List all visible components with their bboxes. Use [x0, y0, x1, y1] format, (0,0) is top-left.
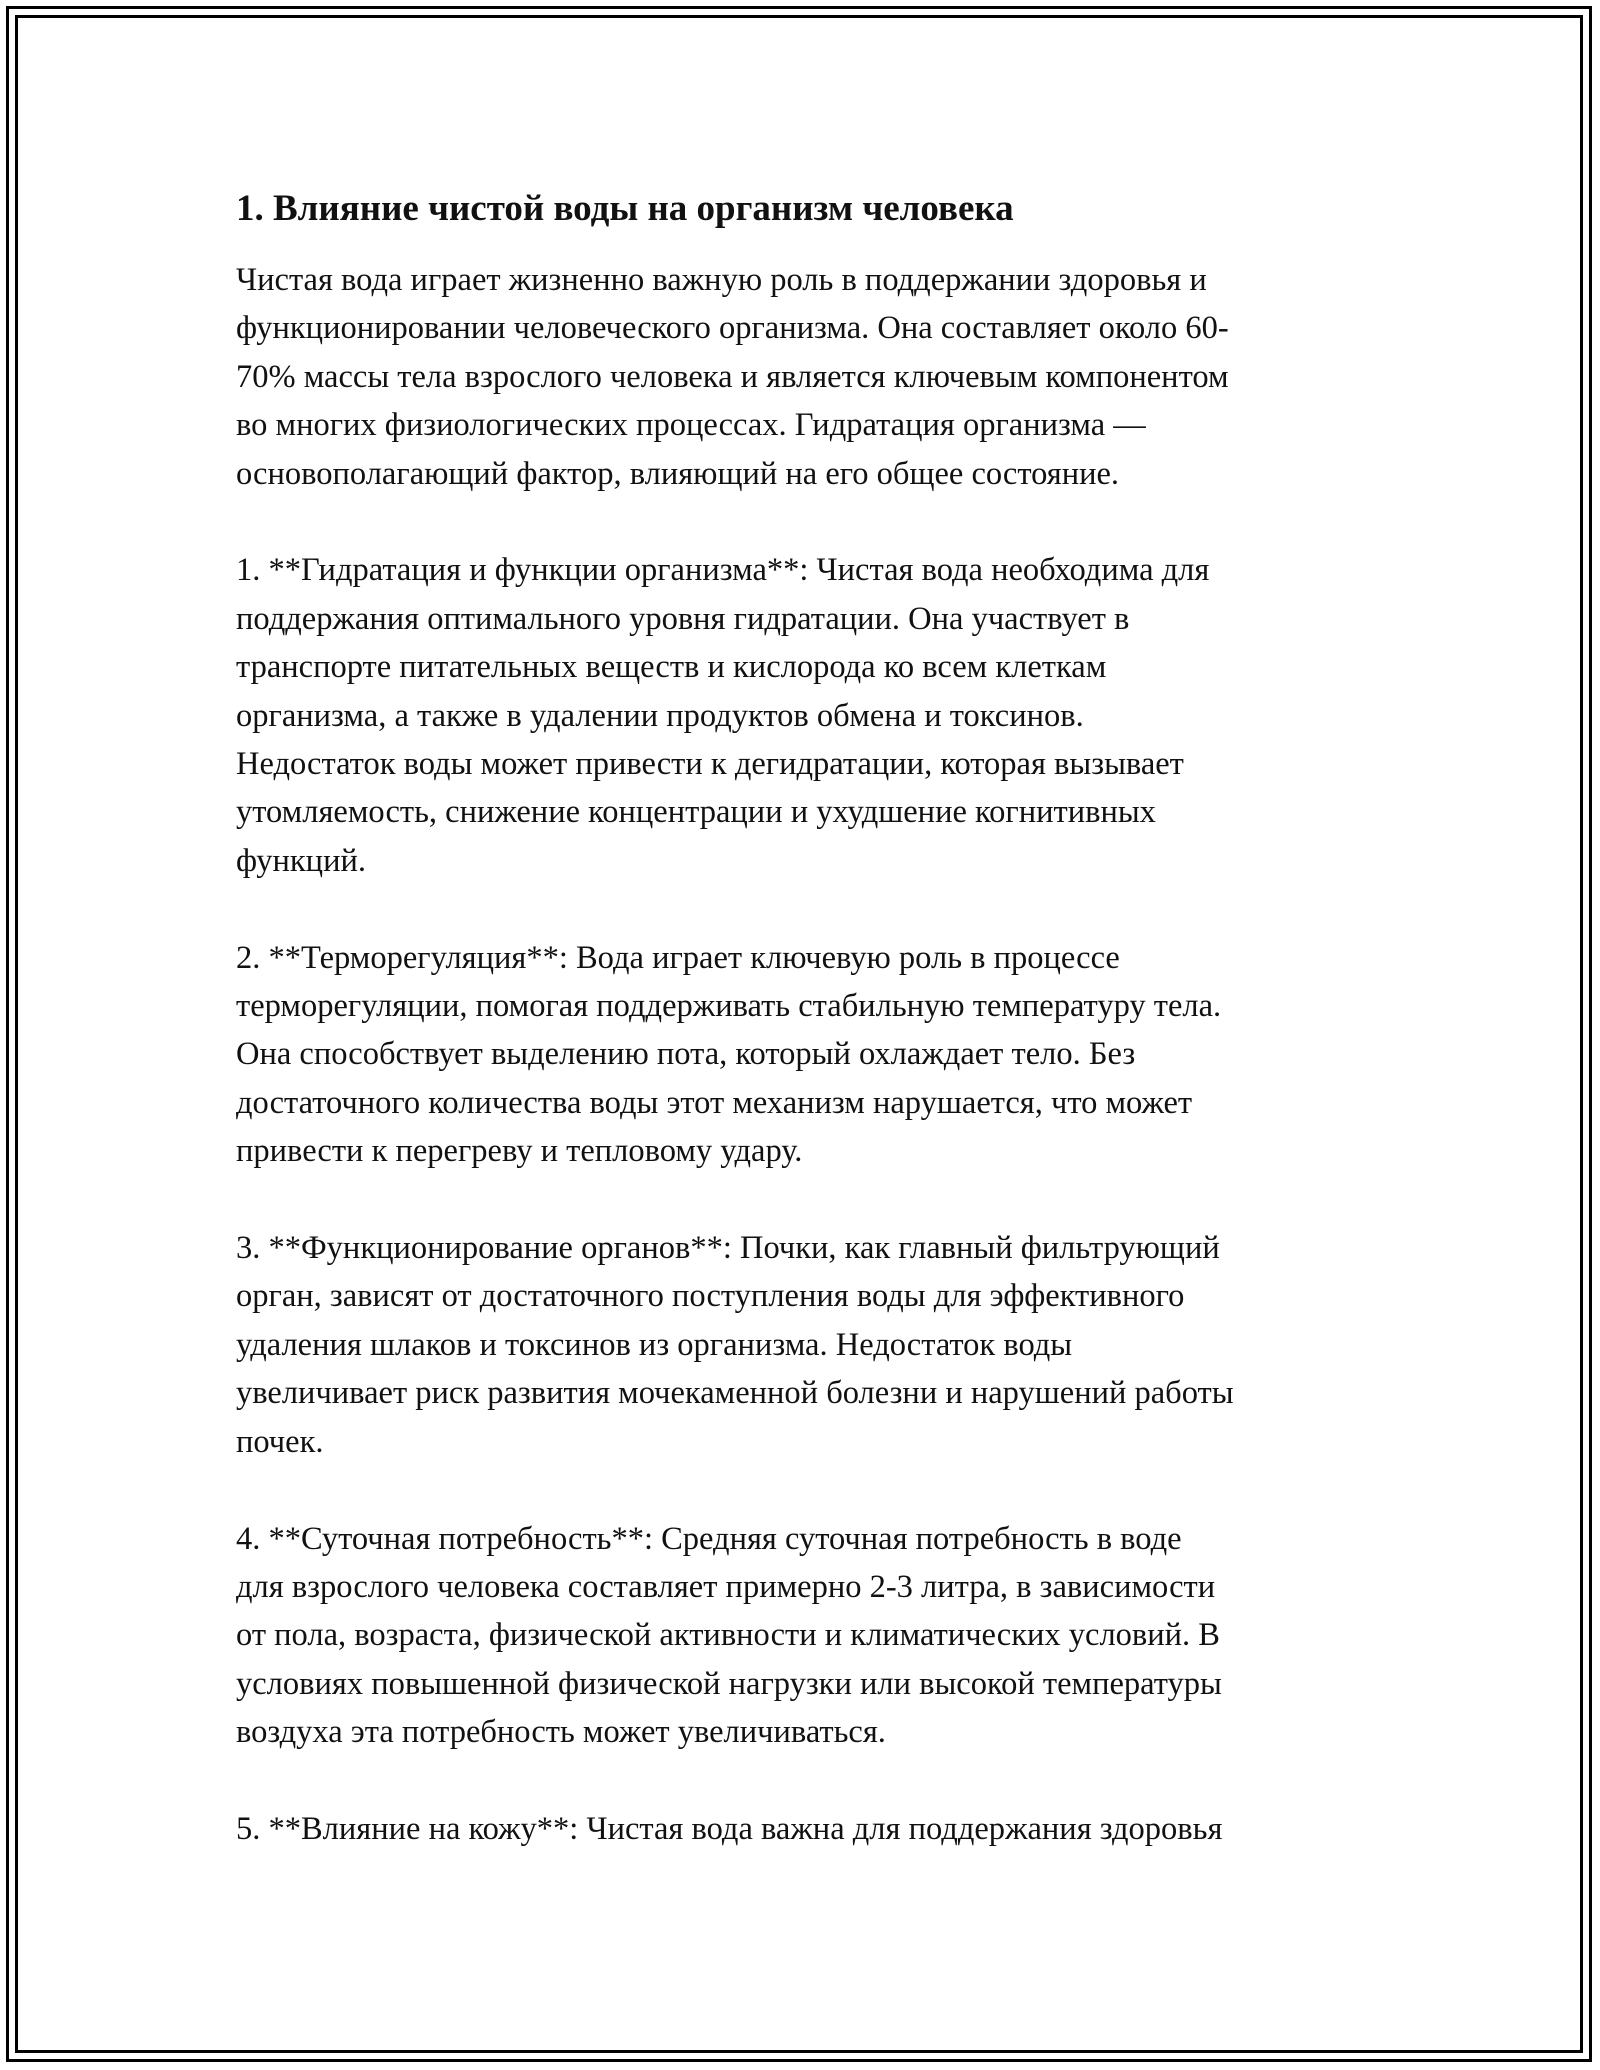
list-item-skin: 5. **Влияние на кожу**: Чистая вода важна для поддержания здоровья [236, 1810, 1223, 1847]
section-heading: 1. Влияние чистой воды на организм человека [236, 188, 1014, 229]
document-page [236, 186, 1376, 1853]
paragraph-gap [236, 1757, 1376, 1805]
paragraph-gap [236, 1176, 1376, 1224]
intro-paragraph: Чистая вода играет жизненно важную роль в поддержании здоровья и функционировании человеческого организма. Она составляет около 60- 70% массы тела взрослого человека и является ключевым компонентом во многих физиологических процессах. Гидратация организма — основополагающий фактор, влияющий на его общее состояние. [236, 262, 1229, 492]
list-item-hydration: 1. **Гидратация и функции организма**: Чистая вода необходима для поддержания оптимального уровня гидратации. Она участвует в транспорте питательных веществ и кислорода ко всем клеткам организма, а также в удалении продуктов обмена и токсинов. Недостаток воды может привести к дегидратации, которая вызывает утомляемость, снижение концентрации и ухудшение когнитивных функций. [236, 552, 1210, 879]
paragraph-gap [236, 498, 1376, 546]
list-item-organs: 3. **Функционирование органов**: Почки, как главный фильтрующий орган, зависят от достаточного поступления воды для эффективного удаления шлаков и токсинов из организма. Недостаток воды увеличивает риск развития мочекаменной болезни и нарушений работы почек. [236, 1230, 1234, 1460]
list-item-daily-need: 4. **Суточная потребность**: Средняя суточная потребность в воде для взрослого человека составляет примерно 2-3 литра, в зависимости от пола, возраста, физической активности и климатических условий. В условиях повышенной физической нагрузки или высокой температуры воздуха эта потребность может увеличиваться. [236, 1520, 1222, 1751]
paragraph-gap [236, 1466, 1376, 1514]
list-item-thermoregulation: 2. **Терморегуляция**: Вода играет ключевую роль в процессе терморегуляции, помогая поддерживать стабильную температуру тела. Она способствует выделению пота, который охлаждает тело. Без достаточного количества воды этот механизм нарушается, что может привести к перегреву и тепловому удару. [236, 939, 1222, 1170]
paragraph-gap [236, 885, 1376, 933]
